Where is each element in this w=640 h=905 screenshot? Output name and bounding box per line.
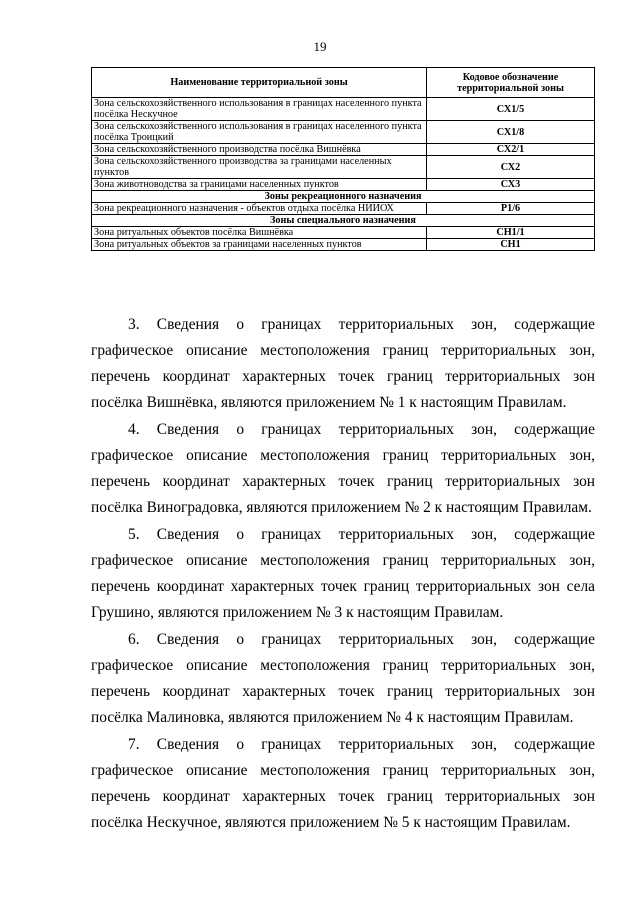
zone-name-cell: Зона сельскохозяйственного использования в границах населенного пункта посёлка Нескучное (92, 98, 427, 121)
paragraph-4: 4. Сведения о границах территориальных зон, содержащие графическое описание местоположения границ территориальных зон, перечень координат характерных точек границ территориальных зон посёлка Виноградовка, являются приложением № 2 к настоящим Правилам. (91, 421, 595, 516)
paragraph-6: 6. Сведения о границах территориальных зон, содержащие графическое описание местоположения границ территориальных зон, перечень координат характерных точек границ территориальных зон посёлка Малиновка, являются приложением № 4 к настоящим Правилам. (91, 631, 595, 726)
section-heading-special: Зоны специального назначения (92, 215, 595, 227)
zone-code-cell: СХ1/8 (427, 121, 595, 144)
table-row (92, 156, 595, 179)
table-row (92, 121, 595, 144)
zone-code-cell: Р1/6 (427, 203, 595, 215)
zones-table (91, 67, 595, 251)
table-row (92, 239, 595, 251)
zone-code-cell: СН1/1 (427, 227, 595, 239)
column-header-zone-name: Наименование территориальной зоны (92, 68, 427, 98)
paragraph-7: 7. Сведения о границах территориальных зон, содержащие графическое описание местоположения границ территориальных зон, перечень координат характерных точек границ территориальных зон посёлка Нескучное, являются приложением № 5 к настоящим Правилам. (91, 736, 595, 831)
zone-name-cell: Зона сельскохозяйственного производства посёлка Вишнёвка (92, 144, 427, 156)
table-header-row (92, 68, 595, 98)
zone-code-cell: СХ2/1 (427, 144, 595, 156)
table-row (92, 144, 595, 156)
table-row (92, 227, 595, 239)
paragraph-3: 3. Сведения о границах территориальных зон, содержащие графическое описание местоположения границ территориальных зон, перечень координат характерных точек границ территориальных зон посёлка Вишнёвка, являются приложением № 1 к настоящим Правилам. (91, 316, 595, 411)
table-section-row (92, 215, 595, 227)
table-row (92, 179, 595, 191)
zone-name-cell: Зона животноводства за границами населенных пунктов (92, 179, 427, 191)
table-section-row (92, 191, 595, 203)
zone-name-cell: Зона ритуальных объектов за границами населенных пунктов (92, 239, 427, 251)
page-number: 19 (313, 39, 327, 54)
zone-code-cell: СН1 (427, 239, 595, 251)
zone-name-cell: Зона сельскохозяйственного использования в границах населенного пункта посёлка Троицкий (92, 121, 427, 144)
table-row (92, 203, 595, 215)
zone-code-cell: СХ2 (427, 156, 595, 179)
table-row (92, 98, 595, 121)
column-header-zone-code: Кодовое обозначение территориальной зоны (427, 68, 595, 98)
zone-code-cell: СХ3 (427, 179, 595, 191)
zone-code-cell: СХ1/5 (427, 98, 595, 121)
zone-name-cell: Зона рекреационного назначения - объектов отдыха посёлка НИИОХ (92, 203, 427, 215)
zone-name-cell: Зона сельскохозяйственного производства за границами населенных пунктов (92, 156, 427, 179)
section-heading-recreational: Зоны рекреационного назначения (92, 191, 595, 203)
zone-name-cell: Зона ритуальных объектов посёлка Вишнёвка (92, 227, 427, 239)
document-body (91, 312, 595, 837)
paragraph-5: 5. Сведения о границах территориальных зон, содержащие графическое описание местоположения границ территориальных зон, перечень координат характерных точек границ территориальных зон села Грушино, являются приложением № 3 к настоящим Правилам. (91, 526, 595, 621)
